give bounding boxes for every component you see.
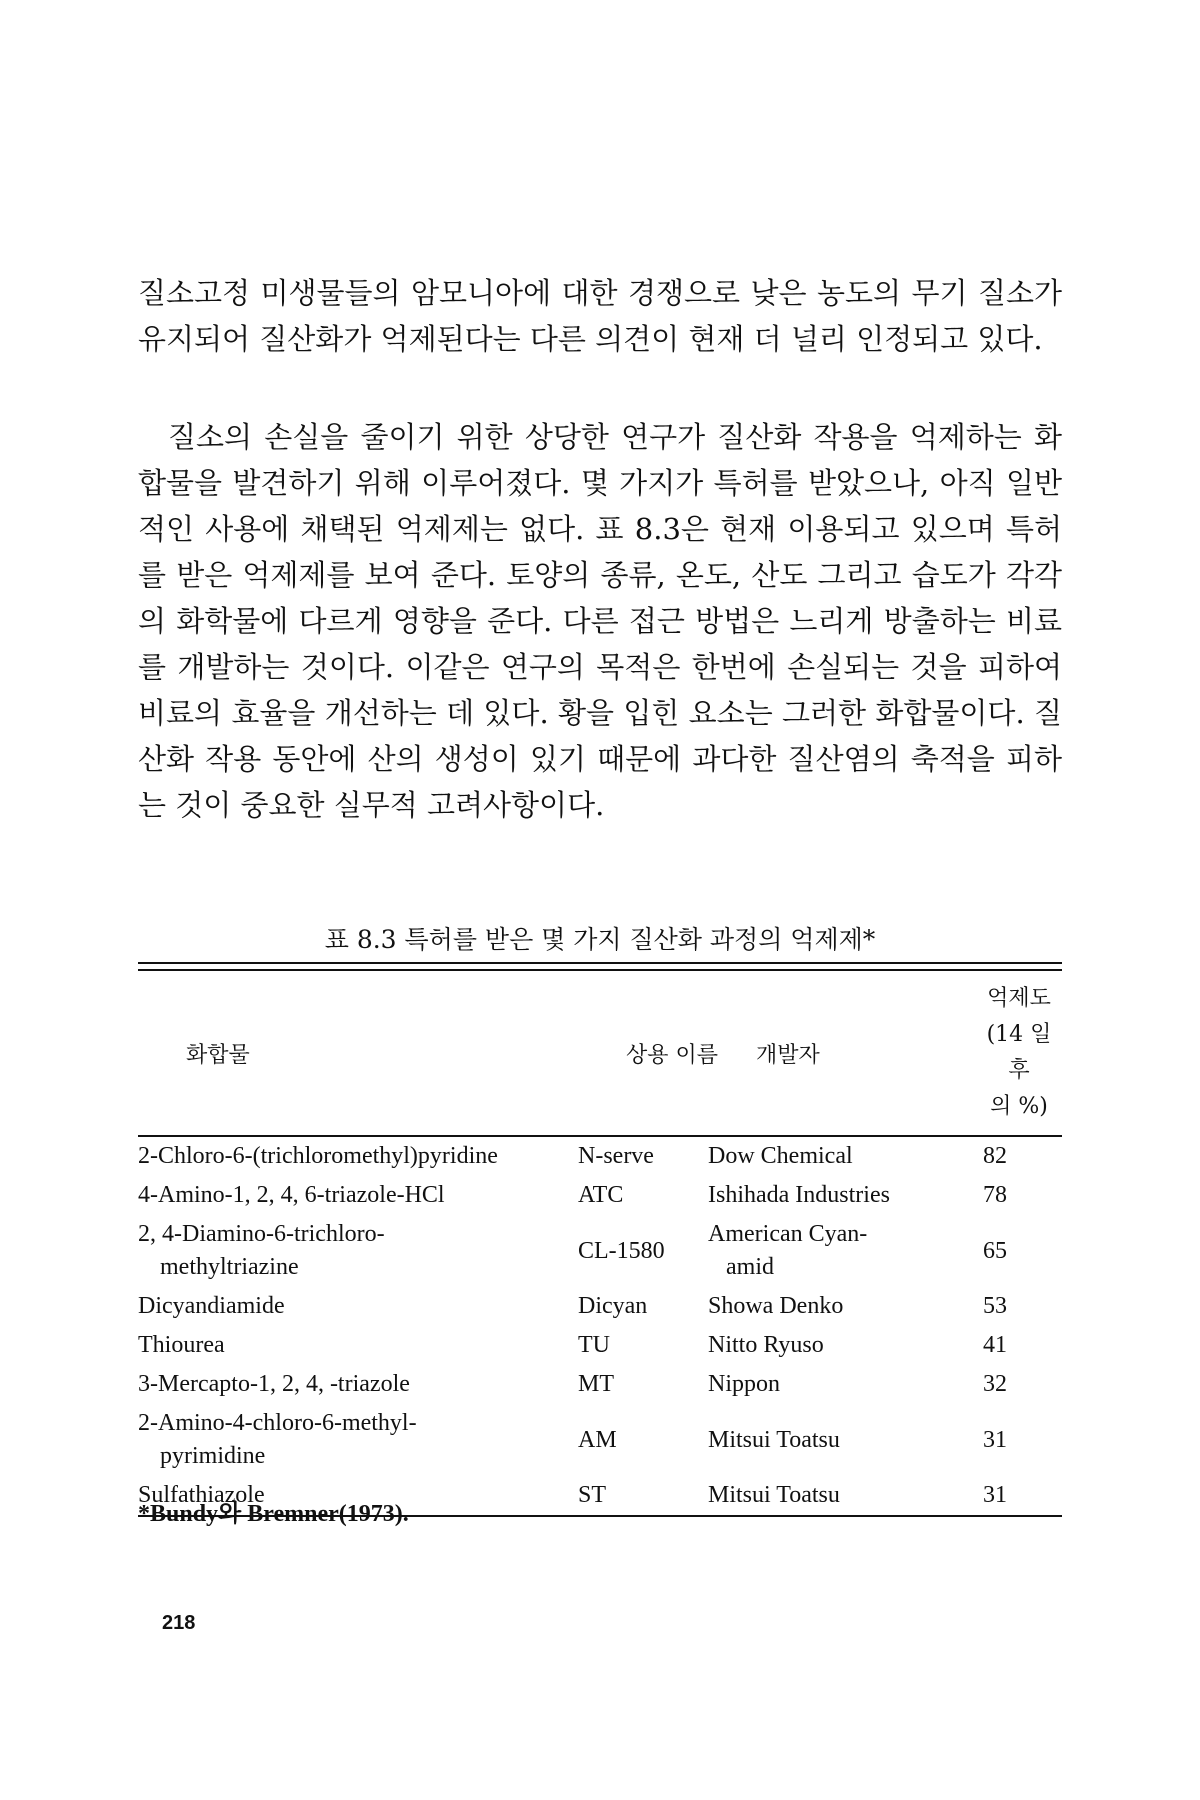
compound-name: 3-Mercapto-1, 2, 4, -triazole — [138, 1371, 410, 1397]
table-row — [138, 1137, 1062, 1176]
developer-name: Nitto Ryuso — [708, 1332, 824, 1358]
cell-developer — [708, 1476, 928, 1515]
table-row — [138, 1365, 1062, 1404]
cell-inhibition: 78 — [983, 1182, 1007, 1208]
developer-name: Mitsui Toatsu — [708, 1482, 840, 1508]
header-inhibition-line2: (14 일 후 — [986, 1022, 1052, 1083]
cell-trade-name: Dicyan — [578, 1293, 648, 1319]
cell-trade-name: MT — [578, 1371, 614, 1397]
page-number: 218 — [162, 1612, 196, 1634]
cell-developer — [708, 1137, 928, 1176]
header-trade-name: 상용 이름 — [626, 1042, 719, 1068]
developer-name: Mitsui Toatsu — [708, 1426, 840, 1453]
compound-name: Dicyandiamide — [138, 1293, 285, 1319]
body-paragraph-1: 질소고정 미생물들의 암모니아에 대한 경쟁으로 낮은 농도의 무기 질소가 유지되어 질산화가 억제된다는 다른 의견이 현재 더 널리 인정되고 있다. — [138, 276, 1062, 356]
cell-developer — [708, 1215, 928, 1287]
developer-name: American Cyan- — [708, 1221, 868, 1247]
inhibitor-table — [138, 962, 1062, 1517]
header-compound: 화합물 — [186, 1042, 250, 1068]
cell-compound — [138, 1287, 578, 1326]
compound-name-cont: methyltriazine — [160, 1254, 299, 1280]
developer-name: Ishihada Industries — [708, 1182, 890, 1208]
cell-trade-name: AM — [578, 1426, 617, 1453]
cell-trade-name: ATC — [578, 1182, 624, 1208]
compound-name: Sulfathiazole — [138, 1482, 265, 1508]
header-inhibition-line1: 억제도 — [987, 986, 1051, 1011]
developer-name: Nippon — [708, 1371, 780, 1397]
cell-compound — [138, 1176, 578, 1215]
compound-name: Thiourea — [138, 1332, 225, 1358]
table-row — [138, 1326, 1062, 1365]
header-inhibition — [976, 971, 1062, 1135]
cell-trade-name: ST — [578, 1482, 607, 1508]
cell-trade-name: CL-1580 — [578, 1237, 665, 1264]
compound-name: 2-Chloro-6-(trichloromethyl)pyridine — [138, 1143, 498, 1169]
header-developer: 개발자 — [756, 1042, 820, 1068]
table-footnote: *Bundy와 Bremner(1973). — [138, 1501, 409, 1527]
cell-inhibition: 65 — [983, 1237, 1007, 1264]
header-inhibition-line3: 의 %) — [990, 1094, 1048, 1119]
cell-compound — [138, 1215, 578, 1287]
cell-compound — [138, 1404, 578, 1476]
cell-trade-name: TU — [578, 1332, 610, 1358]
cell-trade-name: N-serve — [578, 1143, 654, 1169]
table-row — [138, 1287, 1062, 1326]
body-paragraph-2: 질소의 손실을 줄이기 위한 상당한 연구가 질산화 작용을 억제하는 화합물을 발견하기 위해 이루어졌다. 몇 가지가 특허를 받았으나, 아직 일반적인 사용에 채택된 억제제는 없다. 표 8.3은 현재 이용되고 있으며 특허를 받은 억제제를 보여 준다. 토양의 종류, 온도, 산도 그리고 습도가 각각의 화학물에 다르게 영향을 준다. 다른 접근 방법은 느리게 방출하는 비료를 개발하는 것이다. 이같은 연구의 목적은 한번에 손실되는 것을 피하여 비료의 효율을 개선하는 데 있다. 황을 입힌 요소는 그러한 화합물이다. 질산화 작용 동안에 산의 생성이 있기 때문에 과다한 질산염의 축적을 피하는 것이 중요한 실무적 고려사항이다. — [138, 420, 1062, 822]
cell-inhibition: 41 — [983, 1332, 1007, 1358]
cell-compound — [138, 1326, 578, 1365]
cell-inhibition: 82 — [983, 1143, 1007, 1169]
table-row — [138, 1176, 1062, 1215]
table-row — [138, 1404, 1062, 1476]
table-caption: 표 8.3 특허를 받은 몇 가지 질산화 과정의 억제제* — [324, 925, 876, 954]
cell-inhibition: 31 — [983, 1482, 1007, 1508]
cell-developer — [708, 1176, 928, 1215]
table-top-rule — [138, 962, 1062, 971]
cell-inhibition: 31 — [983, 1426, 1007, 1453]
cell-compound — [138, 1365, 578, 1404]
cell-developer — [708, 1365, 928, 1404]
cell-compound — [138, 1137, 578, 1176]
compound-name-cont: pyrimidine — [160, 1443, 266, 1469]
table-body — [138, 1137, 1062, 1515]
cell-developer — [708, 1287, 928, 1326]
developer-name: Dow Chemical — [708, 1143, 853, 1169]
compound-name: 2-Amino-4-chloro-6-methyl- — [138, 1410, 417, 1436]
compound-name: 4-Amino-1, 2, 4, 6-triazole-HCl — [138, 1182, 445, 1208]
cell-inhibition: 32 — [983, 1371, 1007, 1397]
table-header — [138, 971, 1062, 1135]
cell-developer — [708, 1404, 928, 1476]
developer-name-cont: amid — [726, 1254, 774, 1280]
compound-name: 2, 4-Diamino-6-trichloro- — [138, 1221, 385, 1247]
cell-developer — [708, 1326, 928, 1365]
developer-name: Showa Denko — [708, 1293, 844, 1319]
table-row — [138, 1215, 1062, 1287]
cell-inhibition: 53 — [983, 1293, 1007, 1319]
